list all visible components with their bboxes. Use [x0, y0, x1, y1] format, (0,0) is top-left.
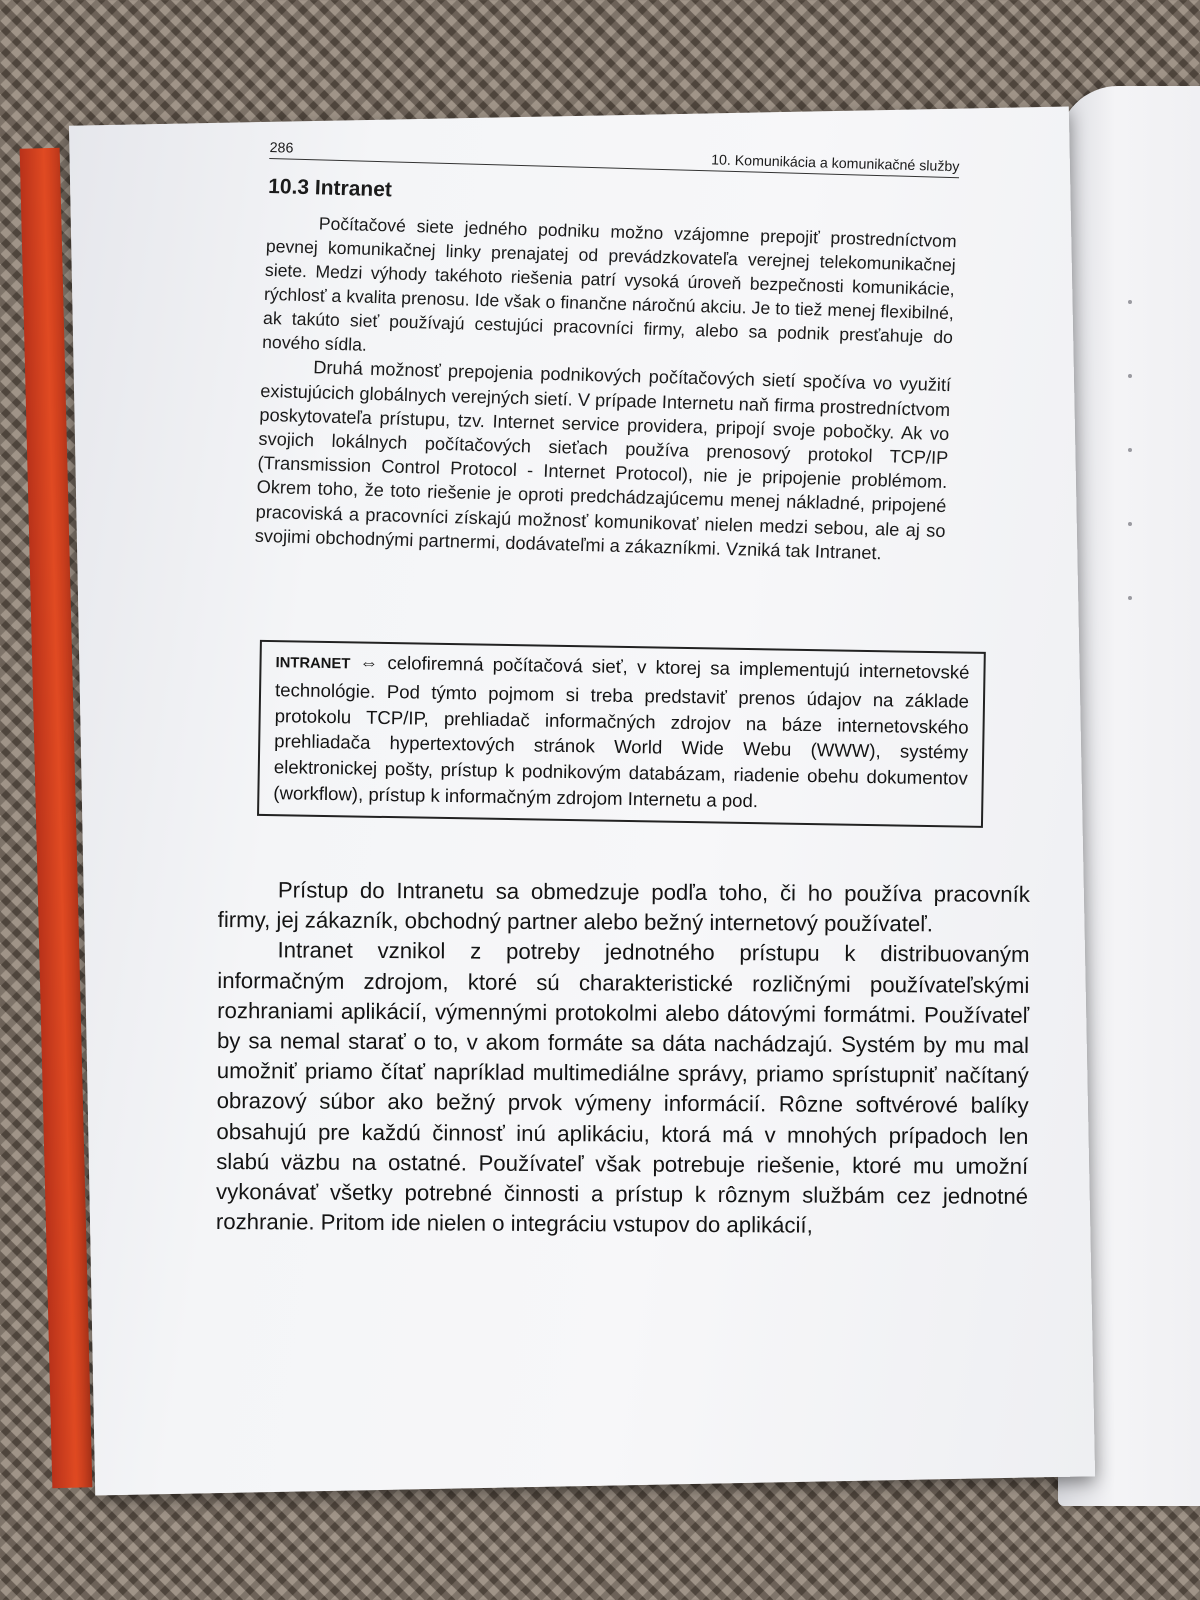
binding-holes	[1128, 300, 1134, 700]
section-title: 10.3 Intranet	[267, 174, 393, 202]
definition-text: celofiremná počítačová sieť, v ktorej sa implementujú internetovské technológie. Pod týmto pojmom si treba predstaviť prenos údajov na základe protokolu TCP/IP, prehliadač informačných zdrojov na báze internetovského prehliadača hypertextových stránok World Wide Webu (WWW), systémy elektronickej pošty, prístup k podnikovým databázam, riadenie obehu dokumentov (workflow), prístup k informačným zdrojom Internetu a pod.	[273, 652, 970, 812]
paragraph-4: Intranet vznikol z potreby jednotného prístupu k distribuovaným informačným zdrojom, ktoré sú charakteristické rozličnými používateľskými rozhraniami aplikácií, výmennými protokolmi alebo dátovými formátmi. Používateľ by sa nemal starať o to, v akom formáte sa dáta nachádzajú. Systém by mu mal umožniť priamo čítať napríklad multimediálne správy, priamo sprístupniť načítaný obrazový súbor ako bežný prvok výmeny informácií. Rôzne softvérové balíky obsahujú pre každú činnosť inú aplikáciu, ktorá má v mnohých prípadoch len slabú väzbu na ostatné. Používateľ však potrebuje riešenie, ktoré mu umožní vykonávať všetky potrebné činnosti a prístup k rôznym službám cez jednotné rozhranie. Pritom ide nielen o integráciu vstupov do aplikácií,	[215, 937, 1030, 1238]
paragraph-2: Druhá možnosť prepojenia podnikových počítačových sietí spočíva vo využití existujúcich globálnych verejných sietí. V prípade Internetu naň firma prostredníctvom poskytovateľa prístupu, tzv. Internet service providera, pripojí svoje pobočky. Ak vo svojich lokálnych počítačových sieťach používa prenosový protokol TCP/IP (Transmission Control Protocol - Internet Protocol), nie je pripojenie problémom. Okrem toho, že toto riešenie je oproti predchádzajúcemu menej nákladné, pripojené pracoviská a pracovníci získajú možnosť komunikovať nielen medzi sebou, ale aj so svojimi obchodnými partnermi, dodávateľmi a zákazníkmi. Vzniká tak Intranet.	[254, 357, 952, 564]
paragraph-3: Prístup do Intranetu sa obmedzuje podľa toho, či ho používa pracovník firmy, jej zákazník, obchodný partner alebo bežný internetový používateľ.	[217, 877, 1030, 937]
definition-wrap	[263, 636, 986, 838]
page-upper-text	[254, 140, 959, 567]
chapter-title: 10. Komunikácia a komunikačné služby	[710, 152, 960, 176]
definition-term: INTRANET	[275, 655, 351, 673]
definition-box	[257, 640, 986, 828]
page-lower-text	[216, 875, 1030, 1242]
page-number: 286	[269, 140, 294, 157]
equivalence-symbol: ⇔	[359, 651, 379, 673]
paragraph-1: Počítačové siete jedného podniku možno vzájomne prepojiť prostredníctvom pevnej komunikačnej linky prenajatej od prevádzkovateľa verejnej telekomunikačnej siete. Medzi výhody takéhoto riešenia patrí vysoká úroveň bezpečnosti komunikácie, rýchlosť a kvalita prenosu. Ide však o finančne náročnú akciu. Je to tiež menej flexibilné, ak takúto sieť používajú cestujúci pracovníci firmy, alebo sa podnik presťahuje do nového sídla.	[261, 213, 957, 355]
